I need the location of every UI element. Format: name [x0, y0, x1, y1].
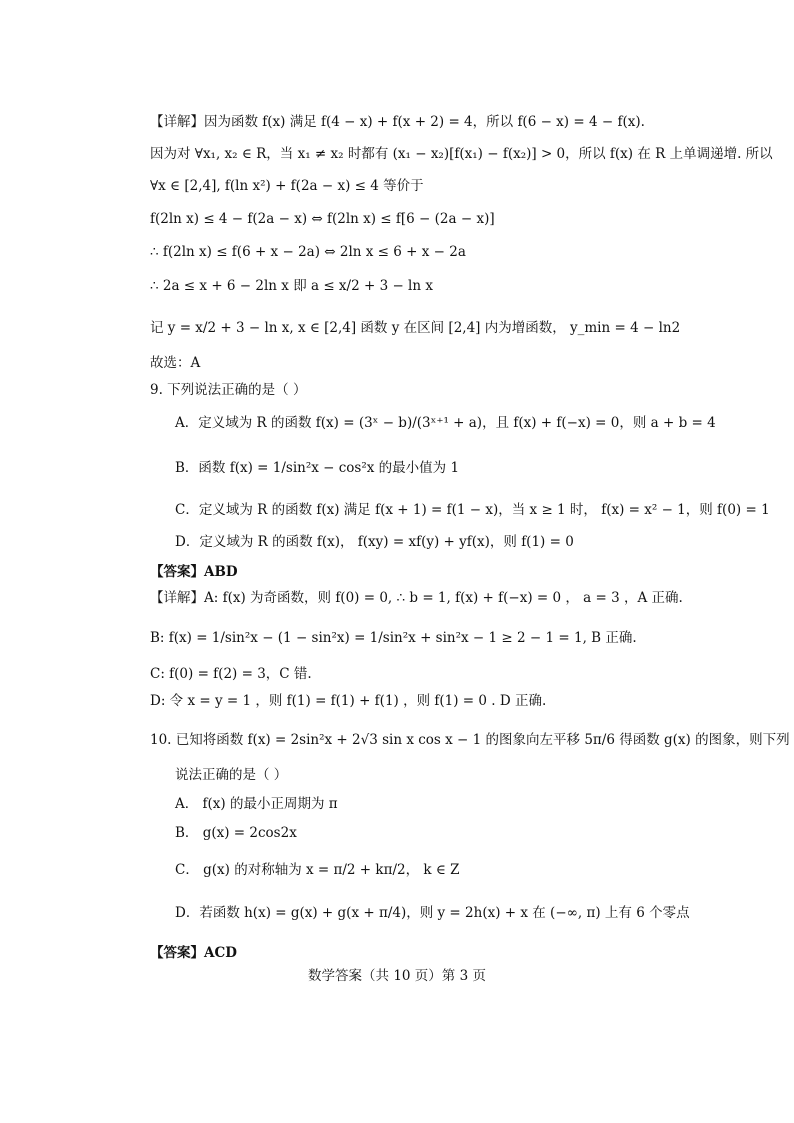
question-10-option-b: B． g(x) = 2cos2x: [175, 825, 297, 841]
question-10-option-c: C． g(x) 的对称轴为 x = π/2 + kπ/2， k ∈ Z: [175, 862, 460, 878]
solution-detail-line-1: 【详解】因为函数 f(x) 满足 f(4 − x) + f(x + 2) = 4，所以 f(6 − x) = 4 − f(x).: [150, 114, 645, 130]
solution-detail-line-4: f(2ln x) ≤ 4 − f(2a − x) ⇔ f(2ln x) ≤ f[6 − (2a − x)]: [150, 211, 495, 227]
question-9-stem: 9. 下列说法正确的是（ ）: [150, 382, 307, 398]
solution-detail-line-3: ∀x ∈ [2,4], f(ln x²) + f(2a − x) ≤ 4 等价于: [150, 178, 424, 194]
page-footer: 数学答案（共 10 页）第 3 页: [308, 968, 486, 984]
answer-choice-line: 故选：A: [150, 355, 201, 371]
question-10-option-d: D．若函数 h(x) = g(x) + g(x + π/4)，则 y = 2h(x) + x 在 (−∞, π) 上有 6 个零点: [175, 905, 690, 921]
question-9-option-a: A．定义域为 R 的函数 f(x) = (3ˣ − b)/(3ˣ⁺¹ + a)，且 f(x) + f(−x) = 0，则 a + b = 4: [175, 415, 716, 431]
solution-detail-line-6: ∴ 2a ≤ x + 6 − 2ln x 即 a ≤ x/2 + 3 − ln x: [150, 278, 433, 294]
solution-detail-line-5: ∴ f(2ln x) ≤ f(6 + x − 2a) ⇔ 2ln x ≤ 6 + x − 2a: [150, 244, 466, 260]
question-9-option-b: B．函数 f(x) = 1/sin²x − cos²x 的最小值为 1: [175, 460, 460, 476]
question-9-detail-c: C: f(0) = f(2) = 3，C 错.: [150, 666, 312, 682]
question-9-option-d: D．定义域为 R 的函数 f(x)， f(xy) = xf(y) + yf(x)，则 f(1) = 0: [175, 534, 574, 550]
question-10-option-a: A． f(x) 的最小正周期为 π: [175, 796, 338, 812]
question-9-detail-a: 【详解】A: f(x) 为奇函数，则 f(0) = 0, ∴ b = 1, f(x) + f(−x) = 0 ， a = 3 ，A 正确.: [150, 590, 683, 606]
solution-detail-line-2: 因为对 ∀x₁, x₂ ∈ R，当 x₁ ≠ x₂ 时都有 (x₁ − x₂)[f(x₁) − f(x₂)] > 0，所以 f(x) 在 R 上单调递增. 所以: [150, 146, 773, 162]
question-10-stem: 10. 已知将函数 f(x) = 2sin²x + 2√3 sin x cos x − 1 的图象向左平移 5π/6 得函数 g(x) 的图象，则下列: [150, 732, 790, 748]
question-9-detail-b: B: f(x) = 1/sin²x − (1 − sin²x) = 1/sin²x + sin²x − 1 ≥ 2 − 1 = 1, B 正确.: [150, 630, 637, 646]
question-9-detail-d: D: 令 x = y = 1 ，则 f(1) = f(1) + f(1) ，则 f(1) = 0 . D 正确.: [150, 693, 547, 709]
solution-detail-line-7: 记 y = x/2 + 3 − ln x, x ∈ [2,4] 函数 y 在区间 [2,4] 内为增函数， y_min = 4 − ln2: [150, 320, 681, 336]
question-10-answer: 【答案】ACD: [150, 945, 237, 961]
question-10-stem-cont: 说法正确的是（ ）: [175, 767, 288, 783]
question-9-answer: 【答案】ABD: [150, 564, 238, 580]
question-9-option-c: C．定义域为 R 的函数 f(x) 满足 f(x + 1) = f(1 − x)，当 x ≥ 1 时， f(x) = x² − 1，则 f(0) = 1: [175, 502, 770, 518]
